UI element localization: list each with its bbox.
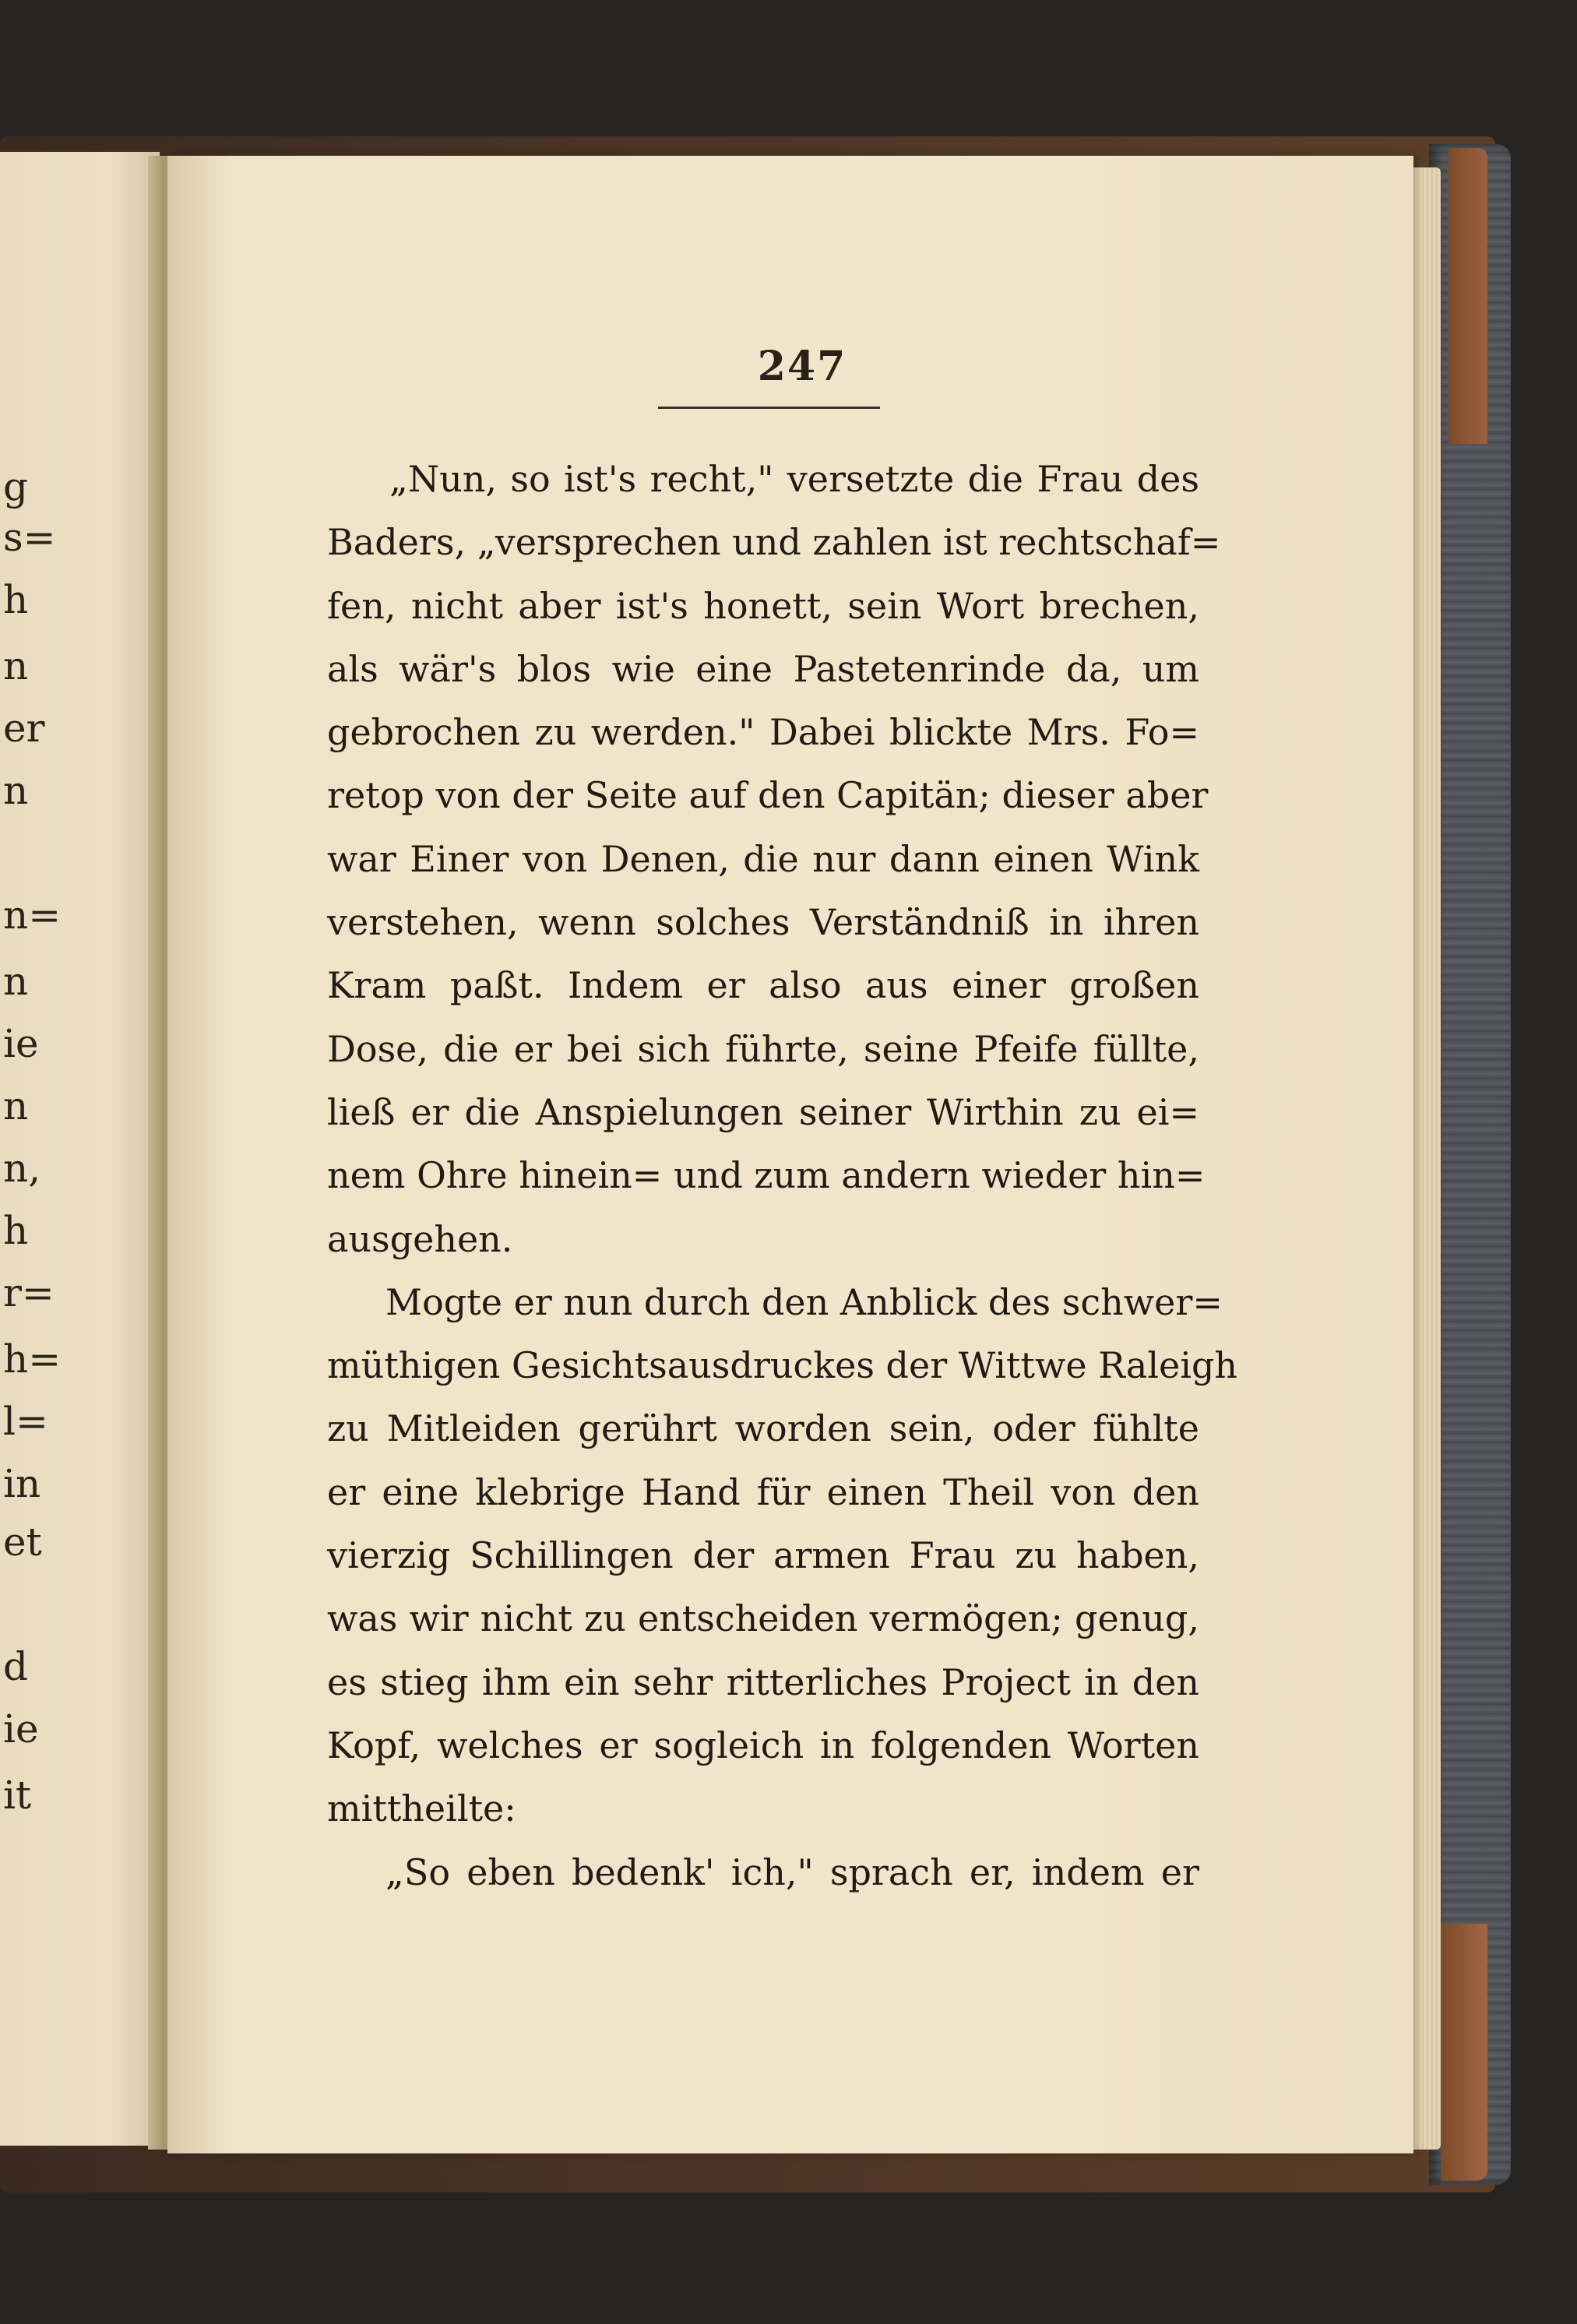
left-fragment: ie [3, 1021, 39, 1066]
text-line: war Einer von Denen, die nur dann einen Wink [327, 837, 1199, 880]
left-fragment: n [3, 643, 29, 688]
left-fragment: r= [3, 1270, 55, 1315]
text-line: ließ er die Anspielungen seiner Wirthin zu ei= [327, 1090, 1199, 1133]
book-cover-marbled-edge [1429, 144, 1511, 2185]
text-line: Dose, die er bei sich führte, seine Pfeife füllte, [327, 1027, 1199, 1070]
text-line: nem Ohre hinein= und zum andern wieder hin= [327, 1154, 1206, 1197]
text-line: er eine klebrige Hand für einen Theil von den [327, 1470, 1199, 1513]
left-fragment: it [3, 1773, 32, 1818]
book-cover-leather-corner-top [1449, 148, 1487, 444]
left-fragment: n, [3, 1146, 41, 1191]
left-fragment: l= [3, 1399, 48, 1444]
left-fragment: in [3, 1461, 41, 1506]
text-line: müthigen Gesichtsausdruckes der Wittwe Raleigh [327, 1344, 1238, 1387]
text-line: Mogte er nun durch den Anblick des schwer= [385, 1280, 1223, 1323]
book-cover-leather-corner-bottom [1441, 1924, 1487, 2181]
left-fragment: et [3, 1519, 42, 1565]
text-line: zu Mitleiden gerührt worden sein, oder fühlte [327, 1407, 1199, 1450]
text-line: „Nun, so ist's recht," versetzte die Frau des [389, 458, 1199, 500]
left-fragment: ie [3, 1706, 39, 1752]
left-fragment: d [3, 1644, 29, 1689]
text-line: ausgehen. [327, 1217, 513, 1260]
left-fragment: n [3, 1083, 29, 1129]
left-fragment: er [3, 706, 45, 751]
left-fragment: h= [3, 1336, 62, 1382]
text-line: fen, nicht aber ist's honett, sein Wort brechen, [327, 584, 1199, 627]
header-rule [658, 407, 880, 409]
text-line: retop von der Seite auf den Capitän; dieser aber [327, 774, 1209, 817]
left-fragment: h [3, 577, 29, 622]
text-line: verstehen, wenn solches Verständniß in ihren [327, 901, 1199, 944]
text-line: vierzig Schillingen der armen Frau zu haben, [327, 1534, 1199, 1577]
left-fragment: h [3, 1208, 29, 1253]
text-line: „So eben bedenk' ich," sprach er, indem er [385, 1850, 1199, 1893]
left-fragment: n [3, 768, 29, 813]
page-number: 247 [757, 343, 847, 390]
page-body-text [327, 448, 1238, 1904]
text-line: als wär's blos wie eine Pastetenrinde da, um [327, 647, 1199, 690]
left-fragment: s= [3, 515, 56, 560]
text-line: was wir nicht zu entscheiden vermögen; genug, [327, 1597, 1199, 1640]
text-line: Kopf, welches er sogleich in folgenden Worten [327, 1724, 1199, 1766]
text-line: es stieg ihm ein sehr ritterliches Project in den [327, 1660, 1199, 1703]
text-line: Baders, „versprechen und zahlen ist rechtschaf= [327, 521, 1221, 564]
text-line: mittheilte: [327, 1787, 516, 1830]
left-fragment: n [3, 959, 29, 1004]
left-fragment: n= [3, 893, 62, 938]
text-line: Kram paßt. Indem er also aus einer großen [327, 964, 1199, 1007]
text-line: gebrochen zu werden." Dabei blickte Mrs. Fo= [327, 711, 1199, 754]
left-fragment: g [3, 464, 29, 509]
